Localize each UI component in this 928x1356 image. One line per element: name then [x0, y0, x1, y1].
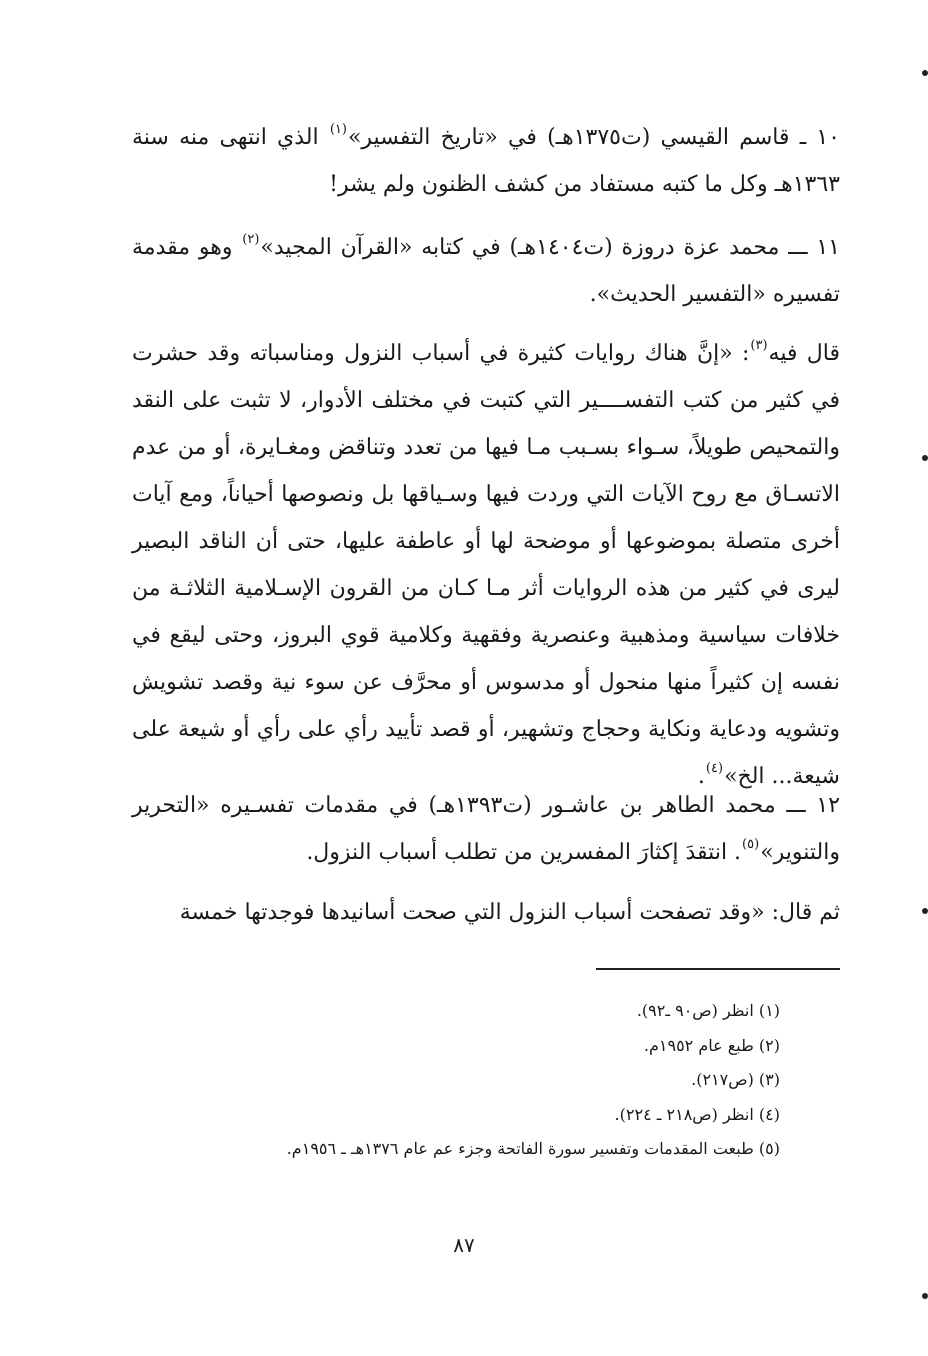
- paragraph-text: .: [697, 764, 705, 789]
- paragraph-text: الذي انتهى منه سنة ١٣٦٣هـ وكل ما كتبه مستفاد من كشف الظنون ولم يشر!: [132, 125, 840, 197]
- scan-mark: [922, 1293, 928, 1299]
- footnote-item: (٢) طبع عام ١٩٥٢م.: [643, 1035, 780, 1055]
- paragraph-continuation: [132, 889, 840, 936]
- paragraph-ibn-ashur: [132, 782, 840, 876]
- scan-mark: [922, 455, 928, 461]
- footnote-item: (١) انظر (ص٩٠ ـ٩٢).: [636, 1001, 780, 1020]
- footnote-separator: [596, 968, 840, 970]
- footnote-item: (٣) (ص٢١٧).: [691, 1070, 780, 1089]
- scan-mark: [922, 908, 928, 914]
- footnote-marker: (٣): [750, 338, 768, 353]
- paragraph-qasim-al-qaysi: [132, 114, 840, 208]
- paragraph-text: : «إنَّ هناك روايات كثيرة في أسباب النزول ومناسباته وقد حشرت في كثير من كتب التفســــير التي كتبت في مختلف الأدوار، لا تثبت على النقد والتمحيص طويلاً، سـواء بسـبب مـا فيها من تعدد وتناقض ومغـايرة، أو من عدم الاتسـاق مع روح الآيات التي وردت فيها وسـياقها بل ونصوصها أحياناً، ومع آيات أخرى متصلة بموضوعها أو موضحة لها أو عاطفة عليها، حتى أن الناقد البصير ليرى في كثير من هذه الروايات أثر مـا كـان من القرون الإسـلامية الثلاثـة من خلافات سياسية ومذهبية وعنصرية وفقهية وكلامية قوي البروز، وحتى ليقع في نفسه إن كثيراً منها منحول أو مدسوس أو محرَّف عن سوء نية وقصد تشويش وتشويه ودعاية ونكاية وحجاج وتشهير، أو قصد تأييد رأي على رأي أو شيعة على شيعة... الخ»: [132, 341, 840, 789]
- paragraph-text: . انتقدَ إكثارَ المفسرين من تطلب أسباب النزول.: [306, 840, 742, 865]
- page-number: ٨٧: [453, 1233, 475, 1257]
- footnote-marker: (١): [329, 122, 347, 137]
- paragraph-text: ١٠ ـ قاسم القيسي (ت١٣٧٥هـ) في «تاريخ التفسير»: [347, 125, 840, 150]
- footnote-item: (٤) انظر (ص٢١٨ ـ ٢٢٤).: [614, 1104, 780, 1124]
- paragraph-text: ١١ ـــ محمد عزة دروزة (ت١٤٠٤هـ) في كتابه «القرآن المجيد»: [260, 235, 840, 260]
- paragraph-text: ثم قال: «وقد تصفحت أسباب النزول التي صحت أسانيدها فوجدتها خمسة: [179, 900, 840, 925]
- footnote-marker: (٤): [705, 761, 724, 776]
- scan-mark: [922, 70, 928, 76]
- paragraph-text: قال فيه: [768, 341, 840, 366]
- paragraph-text: ١٢ ـــ محمد الطاهر بن عاشـور (ت١٣٩٣هـ) في مقدمات تفسـيره «التحرير والتنوير»: [132, 793, 840, 865]
- paragraph-text: وهو مقدمة تفسيره «التفسير الحديث».: [132, 235, 840, 307]
- footnote-marker: (٢): [242, 232, 260, 247]
- footnote-item: (٥) طبعت المقدمات وتفسير سورة الفاتحة وجزء عم عام ١٣٧٦هـ ـ ١٩٥٦م.: [286, 1139, 780, 1158]
- footnotes-list: [180, 994, 780, 1167]
- paragraph-darwaza: [132, 224, 840, 318]
- footnote-marker: (٥): [742, 837, 760, 852]
- paragraph-quotation: [132, 330, 840, 800]
